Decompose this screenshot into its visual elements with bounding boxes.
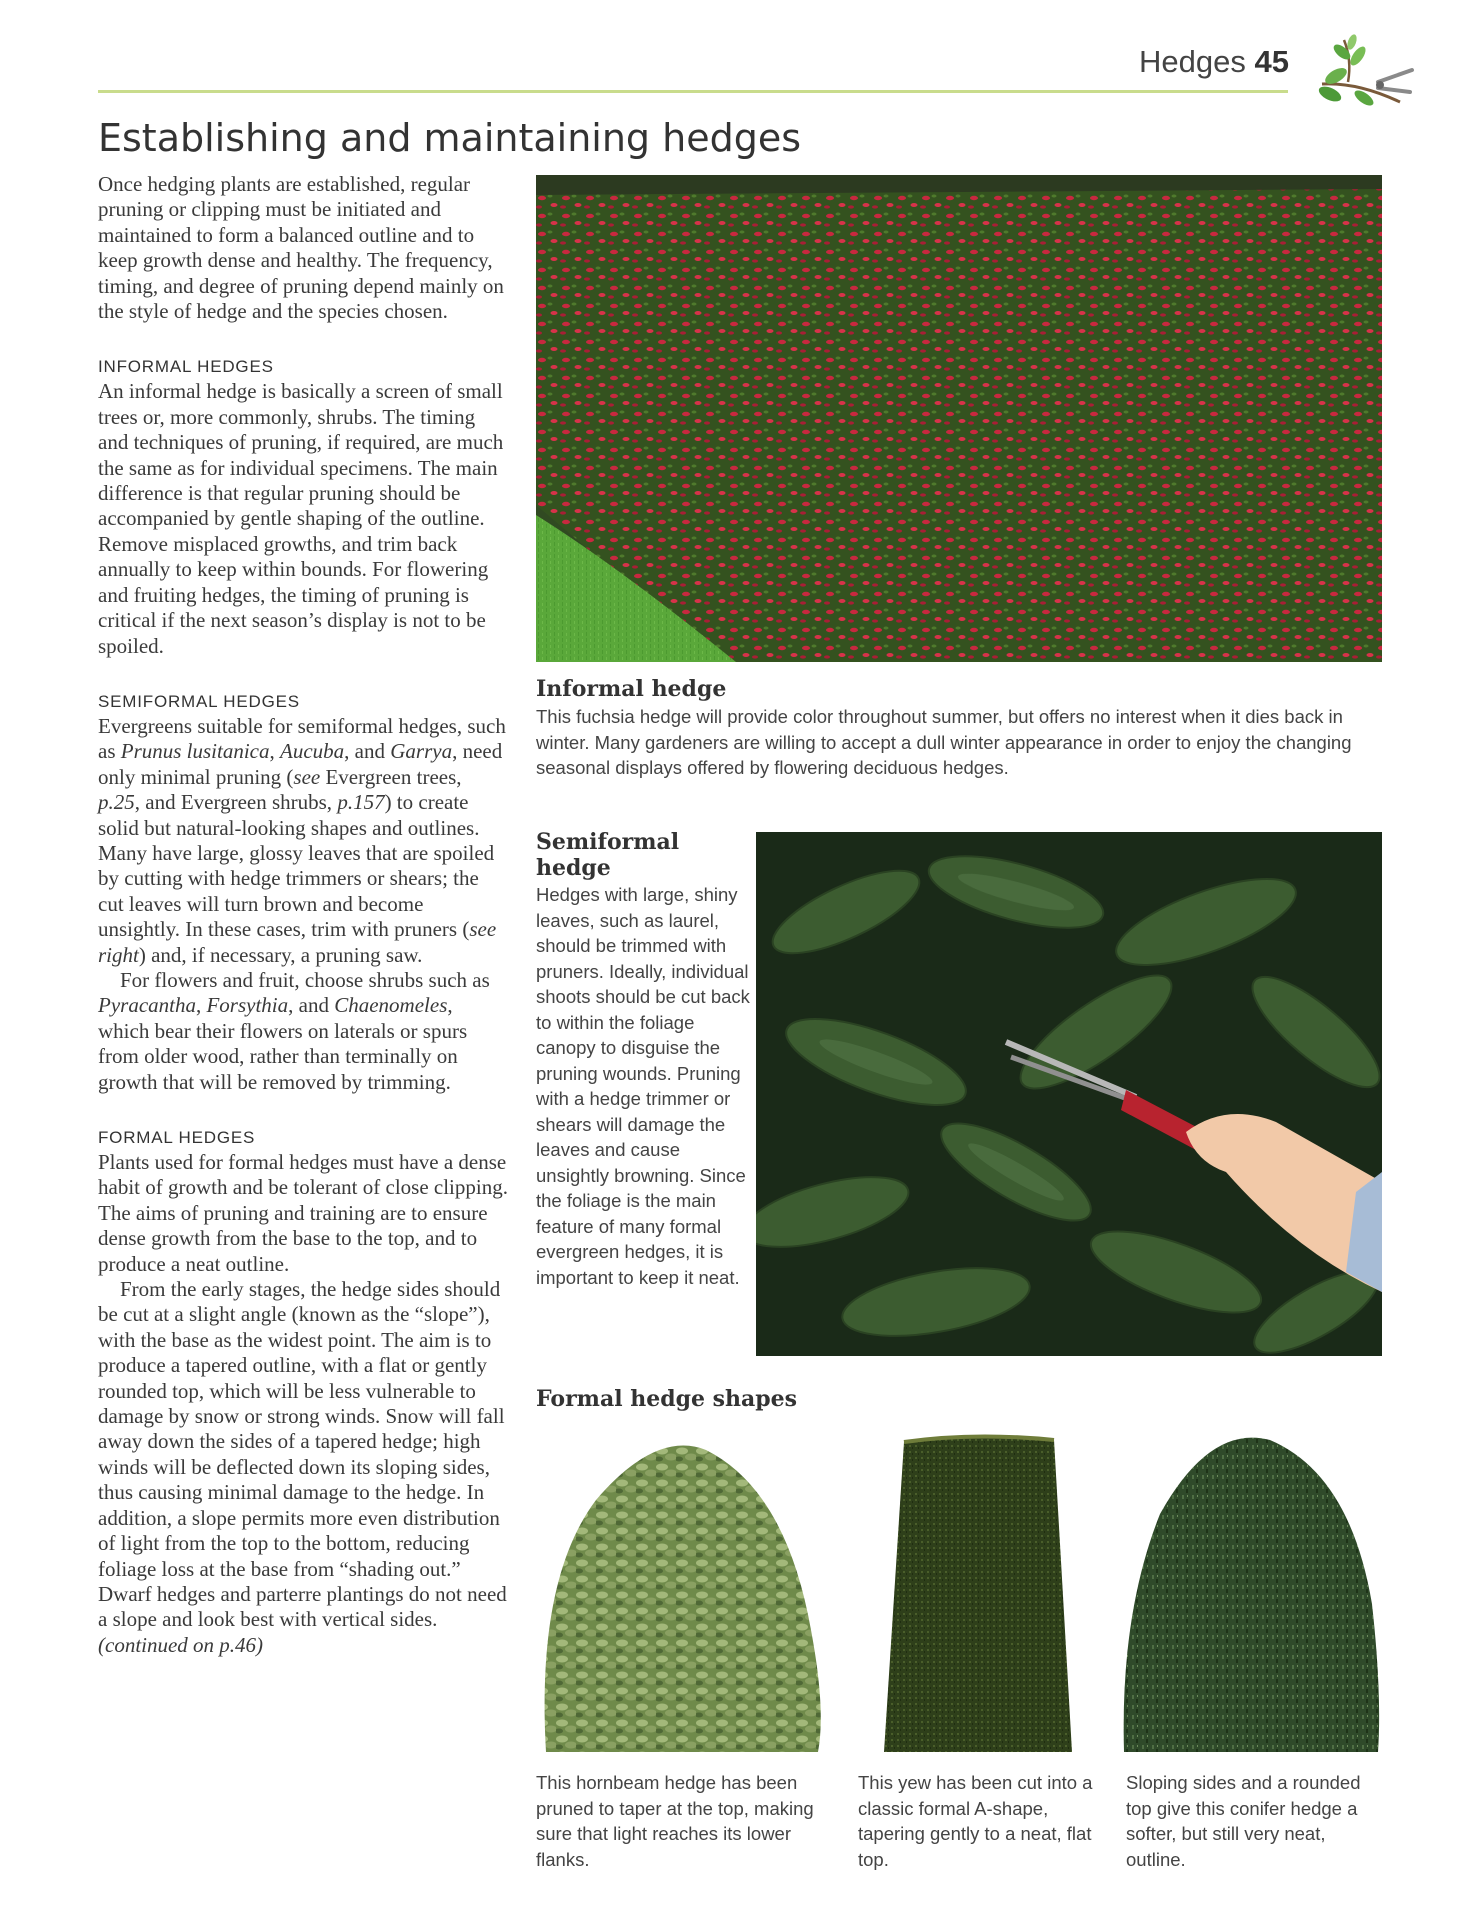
semiformal-hedges-text-2: For flowers and fruit, choose shrubs such as Pyracantha, Forsythia, and Chaenomeles, which bear their flowers on laterals or spurs from older wood, rather than terminally on growth that will be removed by trimming.: [98, 967, 490, 1094]
semiformal-hedges-heading: SEMIFORMAL HEDGES: [98, 691, 300, 711]
fuchsia-hedge-photo: [536, 175, 1382, 662]
yew-hedge-image: [884, 1432, 1072, 1752]
hornbeam-hedge-image: [536, 1430, 826, 1752]
running-head: [1139, 44, 1289, 80]
formal-hedges-text-2: From the early stages, the hedge sides should be cut at a slight angle (known as the “slope”), with the base as the widest point. The aim is to produce a tapered outline, with a flat or gently rounded top, which will be less vulnerable to damage by snow or strong winds. Snow will fall away down the sides of a tapered hedge; high winds will be deflected down its sloping sides, thus causing minimal damage to the hedge. In addition, a slope permits more even distribution of light from the top to the bottom, reducing foliage loss at the base from “shading out.” Dwarf hedges and parterre plantings do not need a slope and look best with vertical sides.: [98, 1277, 507, 1632]
main-text-column: [98, 172, 508, 1658]
semiformal-hedge-caption: Hedges with large, shiny leaves, such as laurel, should be trimmed with pruners. Ideally, individual shoots should be cut back to within the foliage canopy to disguise the pruning wounds. Pruning with a hedge trimmer or shears will damage the leaves and cause unsightly browning. Since the foliage is the main feature of many formal evergreen hedges, it is important to keep it neat.: [536, 884, 750, 1288]
formal-hedges-heading: FORMAL HEDGES: [98, 1128, 256, 1147]
conifer-caption: Sloping sides and a rounded top give this conifer hedge a softer, but still very neat, outline.: [1126, 1772, 1361, 1870]
yew-caption: This yew has been cut into a classic formal A-shape, tapering gently to a neat, flat top.: [858, 1772, 1093, 1870]
running-head-section: Hedges: [1139, 44, 1246, 79]
page-title: Establishing and maintaining hedges: [98, 116, 802, 160]
intro-paragraph: Once hedging plants are established, regular pruning or clipping must be initiated and maintained to form a balanced outline and to keep growth dense and healthy. The frequency, timing, and degree of pruning depend mainly on the style of hedge and the species chosen.: [98, 172, 504, 324]
hornbeam-caption: This hornbeam hedge has been pruned to taper at the top, making sure that light reaches its lower flanks.: [536, 1772, 814, 1870]
semiformal-hedge-caption-heading: Semiformal hedge: [536, 829, 680, 881]
header-rule: [98, 90, 1288, 93]
formal-hedges-text-1: Plants used for formal hedges must have a dense habit of growth and be tolerant of close clipping. The aims of pruning and training are to ensure dense growth from the base to the top, and to produce a neat outline.: [98, 1150, 508, 1276]
laurel-pruning-photo: [756, 832, 1382, 1356]
formal-hedge-shapes-heading: Formal hedge shapes: [536, 1386, 798, 1412]
pruning-sprig-icon: [1308, 32, 1418, 128]
continued-note: (continued on p.46): [98, 1632, 264, 1657]
conifer-hedge-image: [1120, 1424, 1380, 1752]
informal-hedges-heading: INFORMAL HEDGES: [98, 357, 274, 377]
informal-hedge-caption-heading: Informal hedge: [536, 676, 727, 702]
page-number: 45: [1254, 44, 1289, 79]
informal-hedge-caption: This fuchsia hedge will provide color throughout summer, but offers no interest when it dies back in winter. Many gardeners are willing to accept a dull winter appearance in order to enjoy the changing seasonal displays offered by flowering deciduous hedges.: [536, 706, 1352, 778]
informal-hedges-text: An informal hedge is basically a screen of small trees or, more commonly, shrubs. The timing and techniques of pruning, if required, are much the same as for individual specimens. The main difference is that regular pruning should be accompanied by gentle shaping of the outline. Remove misplaced growths, and trim back annually to keep within bounds. For flowering and fruiting hedges, the timing of pruning is critical if the next season’s display is not to be spoiled.: [98, 379, 504, 658]
semiformal-hedges-text-1: Evergreens suitable for semiformal hedges, such as Prunus lusitanica, Aucuba, and Garrya, need only minimal pruning (see Evergreen trees, p.25, and Evergreen shrubs, p.157) to create solid but natural-looking shapes and outlines. Many have large, glossy leaves that are spoiled by cutting with hedge trimmers or shears; the cut leaves will turn brown and become unsightly. In these cases, trim with pruners (see right) and, if necessary, a pruning saw.: [98, 713, 506, 967]
